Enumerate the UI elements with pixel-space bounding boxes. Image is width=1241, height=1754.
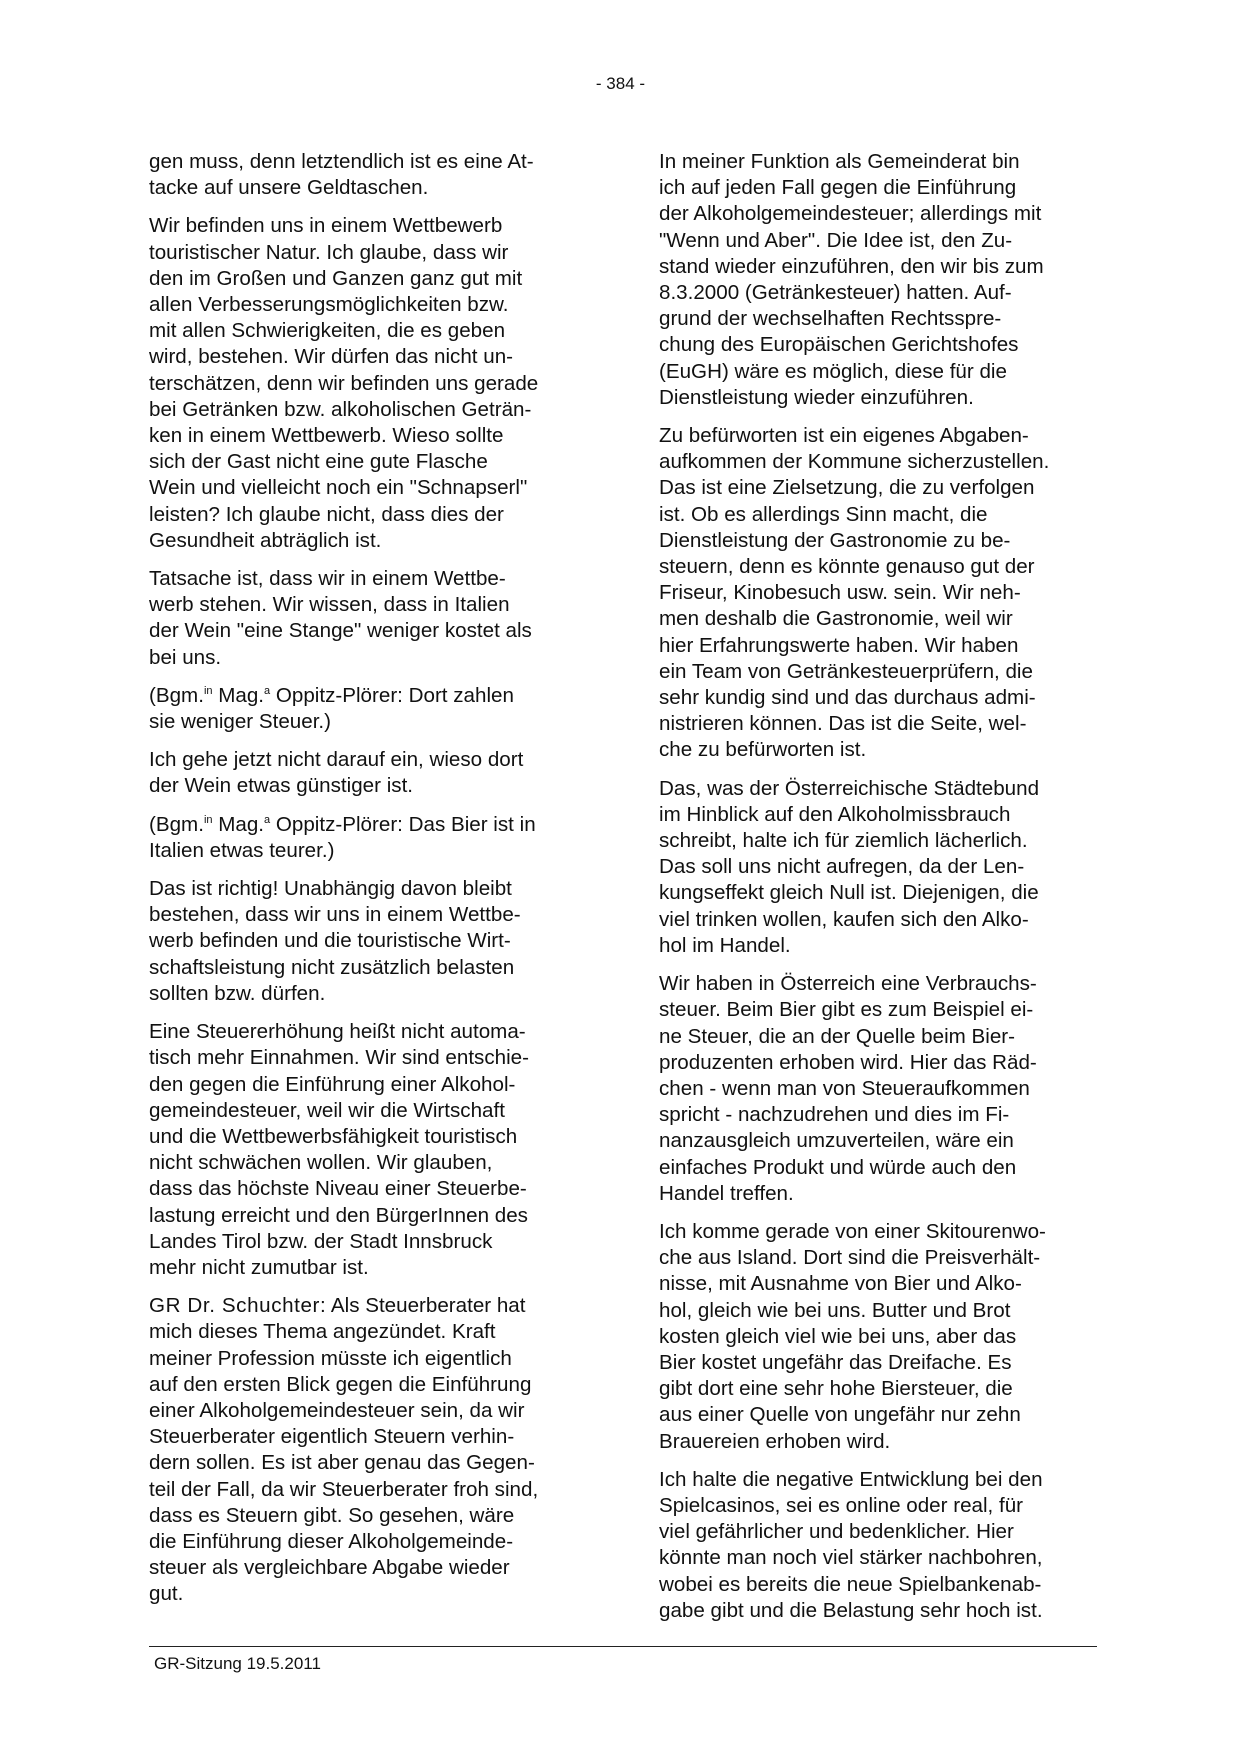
right-column <box>659 149 1099 1636</box>
superscript: a <box>264 813 271 826</box>
footer-divider <box>149 1646 1097 1647</box>
interjection-title: (Bgm. <box>149 683 204 707</box>
paragraph: Ich komme gerade von einer Skitourenwo- che aus Island. Dort sind die Preisverhält- nisse, mit Ausnahme von Bier und Alko- hol, gleich wie bei uns. Butter und Brot kosten gleich viel wie bei uns, aber das Bier kostet ungefähr das Dreifache. Es gibt dort eine sehr hohe Biersteuer, die aus einer Quelle von ungefähr nur zehn Brauereien erhoben wird. <box>659 1219 1046 1453</box>
paragraph: Das ist richtig! Unabhängig davon bleibt bestehen, dass wir uns in einem Wettbe- werb befinden und die touristische Wirt- schaftsleistung nicht zusätzlich belasten sollten bzw. dürfen. <box>149 877 521 1005</box>
left-column <box>149 149 581 1620</box>
interjection-paragraph <box>149 683 581 735</box>
interjection-text: Oppitz-Plörer: Dort zahlen sie weniger Steuer.) <box>149 683 514 734</box>
paragraph: Das, was der Österreichische Städtebund im Hinblick auf den Alkoholmissbrauch schreibt, halte ich für ziemlich lächerlich. Das soll uns nicht aufregen, da der Len- kungseffekt gleich Null ist. Diejenigen, die viel trinken wollen, kaufen sich den Alko- hol im Handel. <box>659 776 1040 957</box>
paragraph: Ich gehe jetzt nicht darauf ein, wieso dort der Wein etwas günstiger ist. <box>149 748 524 798</box>
interjection-paragraph <box>149 812 581 864</box>
interjection-title: (Bgm. <box>149 812 204 836</box>
paragraph: Ich halte die negative Entwicklung bei den Spielcasinos, sei es online oder real, für viel gefährlicher und bedenklicher. Hier könnte man noch viel stärker nachbohren, wobei es bereits die neue Spielbankenab- gabe gibt und die Belastung sehr hoch ist. <box>659 1467 1043 1622</box>
footer-session-label: GR-Sitzung 19.5.2011 <box>154 1654 321 1673</box>
speaker-paragraph <box>149 1293 581 1607</box>
paragraph: gen muss, denn letztendlich ist es eine At- tacke auf unsere Geldtaschen. <box>149 150 534 200</box>
superscript: a <box>264 685 271 697</box>
paragraph: Wir befinden uns in einem Wettbewerb touristischer Natur. Ich glaube, dass wir den im Großen und Ganzen ganz gut mit allen Verbesserungsmöglichkeiten bzw. mit allen Schwierigkeiten, die es geben wird, bestehen. Wir dürfen das nicht un- terschätzen, denn wir befinden uns gerade bei Getränken bzw. alkoholischen Geträn- ken in einem Wettbewerb. Wieso sollte sich der Gast nicht eine gute Flasche Wein und vielleicht noch ein "Schnapserl" leisten? Ich glaube nicht, dass dies der Gesundheit abträglich ist. <box>149 214 539 552</box>
superscript: in <box>203 813 213 826</box>
page-number: - 384 - <box>595 74 646 93</box>
paragraph: Eine Steuererhöhung heißt nicht automa- tisch mehr Einnahmen. Wir sind entschie- den gegen die Einführung einer Alkohol- gemeindesteuer, weil wir die Wirtschaft und die Wettbewerbsfähigkeit touristisch nicht schwächen wollen. Wir glauben, dass das höchste Niveau einer Steuerbe- lastung erreicht und den BürgerInnen des Landes Tirol bzw. der Stadt Innsbruck mehr nicht zumutbar ist. <box>149 1020 529 1279</box>
paragraph: Wir haben in Österreich eine Verbrauchs- steuer. Beim Bier gibt es zum Beispiel ei- ne Steuer, die an der Quelle beim Bier- produzenten erhoben wird. Hier das Räd- chen - wenn man von Steueraufkommen spricht - nachzudrehen und dies im Fi- nanzausgleich umzuverteilen, wäre ein einfaches Produkt und würde auch den Handel treffen. <box>659 972 1037 1205</box>
interjection-title: Mag. <box>212 812 265 836</box>
interjection-title: Mag. <box>212 683 265 707</box>
paragraph: In meiner Funktion als Gemeinderat bin ich auf jeden Fall gegen die Einführung der Alkoholgemeindesteuer; allerdings mit "Wenn und Aber". Die Idee ist, den Zu- stand wieder einzuführen, den wir bis zum 8.3.2000 (Getränkesteuer) hatten. Auf- grund der wechselhaften Rechtsspre- chung des Europäischen Gerichtshofes (EuGH) wäre es möglich, diese für die Dienstleistung wieder einzuführen. <box>659 150 1044 409</box>
paragraph: Tatsache ist, dass wir in einem Wettbe- werb stehen. Wir wissen, dass in Italien der Wein "eine Stange" weniger kostet als bei uns. <box>149 567 532 669</box>
paragraph: Zu befürworten ist ein eigenes Abgaben- aufkommen der Kommune sicherzustellen. Das ist eine Zielsetzung, die zu verfolgen ist. Ob es allerdings Sinn macht, die Dienstleistung der Gastronomie zu be- steuern, denn es könnte genauso gut der Friseur, Kinobesuch usw. sein. Wir neh- men deshalb die Gastronomie, weil wir hier Erfahrungswerte haben. Wir haben ein Team von Getränkesteuerprüfern, die sehr kundig sind und das durchaus admi- nistrieren können. Das ist die Seite, wel- che zu befürworten ist. <box>659 424 1050 762</box>
speaker-name: GR Dr. Schuchter: <box>149 1294 327 1318</box>
speech-text: Als Steuerberater hat mich dieses Thema angezündet. Kraft meiner Profession müsste ich eigentlich auf den ersten Blick gegen die Einführung einer Alkoholgemeindesteuer sein, da wir Steuerberater eigentlich Steuern verhin- dern sollen. Es ist aber genau das Gegen- teil der Fall, da wir Steuerberater froh sind, dass es Steuern gibt. So gesehen, wäre die Einführung dieser Alkoholgemeinde- steuer als vergleichbare Abgabe wieder gut. <box>149 1294 539 1606</box>
superscript: in <box>203 685 213 697</box>
interjection-text: Oppitz-Plörer: Das Bier ist in Italien etwas teurer.) <box>149 812 536 862</box>
